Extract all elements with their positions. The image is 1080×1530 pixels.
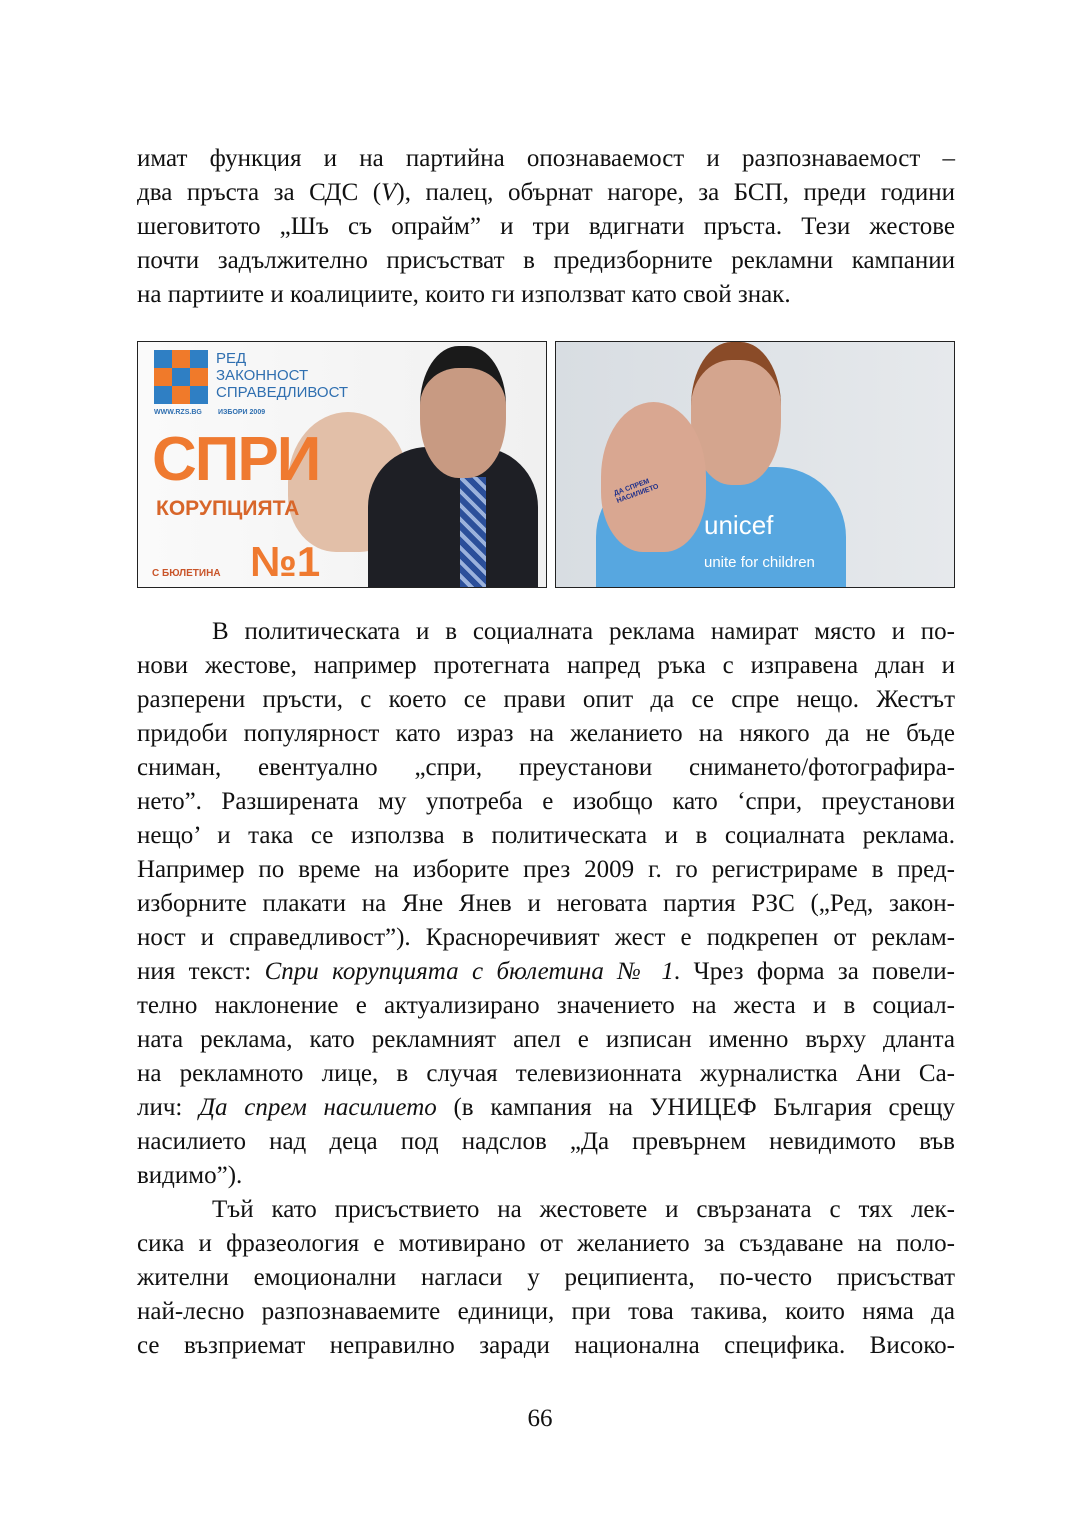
text-line xyxy=(137,278,955,312)
poster-election: ИЗБОРИ 2009 xyxy=(218,409,266,416)
text-segment: ност и справедливост”). Красноречивият жест е подкрепен от реклам- xyxy=(137,924,955,951)
text-line xyxy=(137,1295,955,1329)
text-line xyxy=(137,142,955,176)
text-segment: Например по време на изборите през 2009 г. го регистрираме в пред- xyxy=(137,856,955,883)
text-segment: жителни емоционални нагласи у реципиента, по-често присъстват xyxy=(137,1264,955,1291)
text-segment: нето”. Разширената му употреба е изобщо като ‘спри, преустанови xyxy=(137,788,955,815)
logo-line: ЗАКОННОСТ xyxy=(216,367,309,384)
italic-text: V xyxy=(381,179,397,206)
text-line xyxy=(137,244,955,278)
poster-ballot-text: С БЮЛЕТИНА xyxy=(152,568,221,579)
text-segment: изборните плакати на Яне Янев и неговата партия РЗС („Ред, закон- xyxy=(137,890,955,917)
text-line xyxy=(137,1091,955,1125)
text-segment: телно наклонение е актуализирано значението на жеста и в социал- xyxy=(137,992,955,1019)
unicef-campaign-photo xyxy=(555,341,955,588)
text-line xyxy=(137,751,955,785)
text-segment: сика и фразеология е мотивирано от желанието за създаване на поло- xyxy=(137,1230,955,1257)
text-segment: ната реклама, като рекламният апел е изписан именно върху дланта xyxy=(137,1026,955,1053)
text-line xyxy=(137,921,955,955)
text-segment: (в кампания на УНИЦЕФ България срещу xyxy=(436,1094,956,1121)
text-line xyxy=(137,683,955,717)
text-segment: . Чрез форма за повели- xyxy=(673,958,955,985)
text-segment: се възприемат неправилно заради национална специфика. Високо- xyxy=(137,1332,955,1359)
text-line xyxy=(137,853,955,887)
italic-text: Да спрем насилието xyxy=(199,1094,437,1121)
text-segment: сниман, евентуално „спри, преустанови снимането/фотографира- xyxy=(137,754,955,781)
text-line xyxy=(137,1329,955,1363)
text-line xyxy=(137,176,955,210)
poster-website: WWW.RZS.BG xyxy=(154,409,202,416)
italic-text: Спри корупцията с бюлетина № 1 xyxy=(264,958,674,985)
text-segment: В политическата и в социалната реклама намират място и по- xyxy=(212,618,955,645)
text-line xyxy=(137,649,955,683)
text-line xyxy=(137,887,955,921)
text-segment: нещо’ и така се използва в политическата и в социалната реклама. xyxy=(137,822,955,849)
text-segment: имат функция и на партийна опознаваемост и разпознаваемост – xyxy=(137,145,955,172)
text-segment: ния текст: xyxy=(137,958,265,985)
text-segment: на партиите и коалициите, които ги използват като свой знак. xyxy=(137,281,791,308)
text-line xyxy=(137,1023,955,1057)
text-line xyxy=(137,1193,955,1227)
text-line xyxy=(137,955,955,989)
hand-text: ДА СПРЕМ НАСИЛИЕТО xyxy=(613,478,660,505)
unicef-slogan: unite for children xyxy=(704,554,815,571)
text-segment: Тъй като присъствието на жестовете и свързаната с тях лек- xyxy=(212,1196,955,1223)
text-segment: два пръста за СДС ( xyxy=(137,179,382,206)
text-line xyxy=(137,717,955,751)
poster-ballot-number: №1 xyxy=(250,538,321,585)
logo-text xyxy=(216,350,348,401)
text-line xyxy=(137,1261,955,1295)
poster-headline: СПРИ xyxy=(152,425,320,494)
text-segment: разперени пръсти, с което се прави опит да се спре нещо. Жестът xyxy=(137,686,955,713)
text-segment: ), палец, обърнат нагоре, за БСП, преди години xyxy=(396,179,955,206)
text-line xyxy=(137,819,955,853)
poster-subheadline: КОРУПЦИЯТА xyxy=(156,497,300,520)
rzs-logo xyxy=(154,350,208,404)
text-segment: шеговитото „Шъ съ опрайм” и три вдигнати пръста. Тези жестове xyxy=(137,213,955,240)
logo-line: СПРАВЕДЛИВОСТ xyxy=(216,384,349,401)
text-line xyxy=(137,1227,955,1261)
logo-line: РЕД xyxy=(216,350,247,367)
text-line xyxy=(137,1125,955,1159)
text-line xyxy=(137,615,955,649)
text-line xyxy=(137,210,955,244)
text-line xyxy=(137,989,955,1023)
text-segment: на рекламното лице, в случая телевизионната журналистка Ани Са- xyxy=(137,1060,955,1087)
text-segment: почти задължително присъстват в предизборните рекламни кампании xyxy=(137,247,955,274)
man-portrait xyxy=(420,346,506,478)
paragraph-2 xyxy=(137,615,955,1363)
text-segment: видимо”). xyxy=(137,1162,243,1189)
page-number: 66 xyxy=(527,1405,553,1432)
text-segment: нови жестове, например протегната напред ръка с изправена длан и xyxy=(137,652,955,679)
tie xyxy=(460,477,486,587)
text-segment: насилието над деца под надслов „Да превърнем невидимото във xyxy=(137,1128,955,1155)
text-segment: придоби популярност като израз на желанието на някого да не бъде xyxy=(137,720,955,747)
paragraph-1 xyxy=(137,142,955,312)
text-line xyxy=(137,1159,955,1193)
text-line xyxy=(137,785,955,819)
rzs-campaign-poster xyxy=(137,341,547,588)
text-line xyxy=(137,1057,955,1091)
unicef-brand: unicef xyxy=(704,510,774,540)
text-segment: лич: xyxy=(137,1094,200,1121)
text-segment: най-лесно разпознаваемите единици, при това такива, които няма да xyxy=(137,1298,955,1325)
